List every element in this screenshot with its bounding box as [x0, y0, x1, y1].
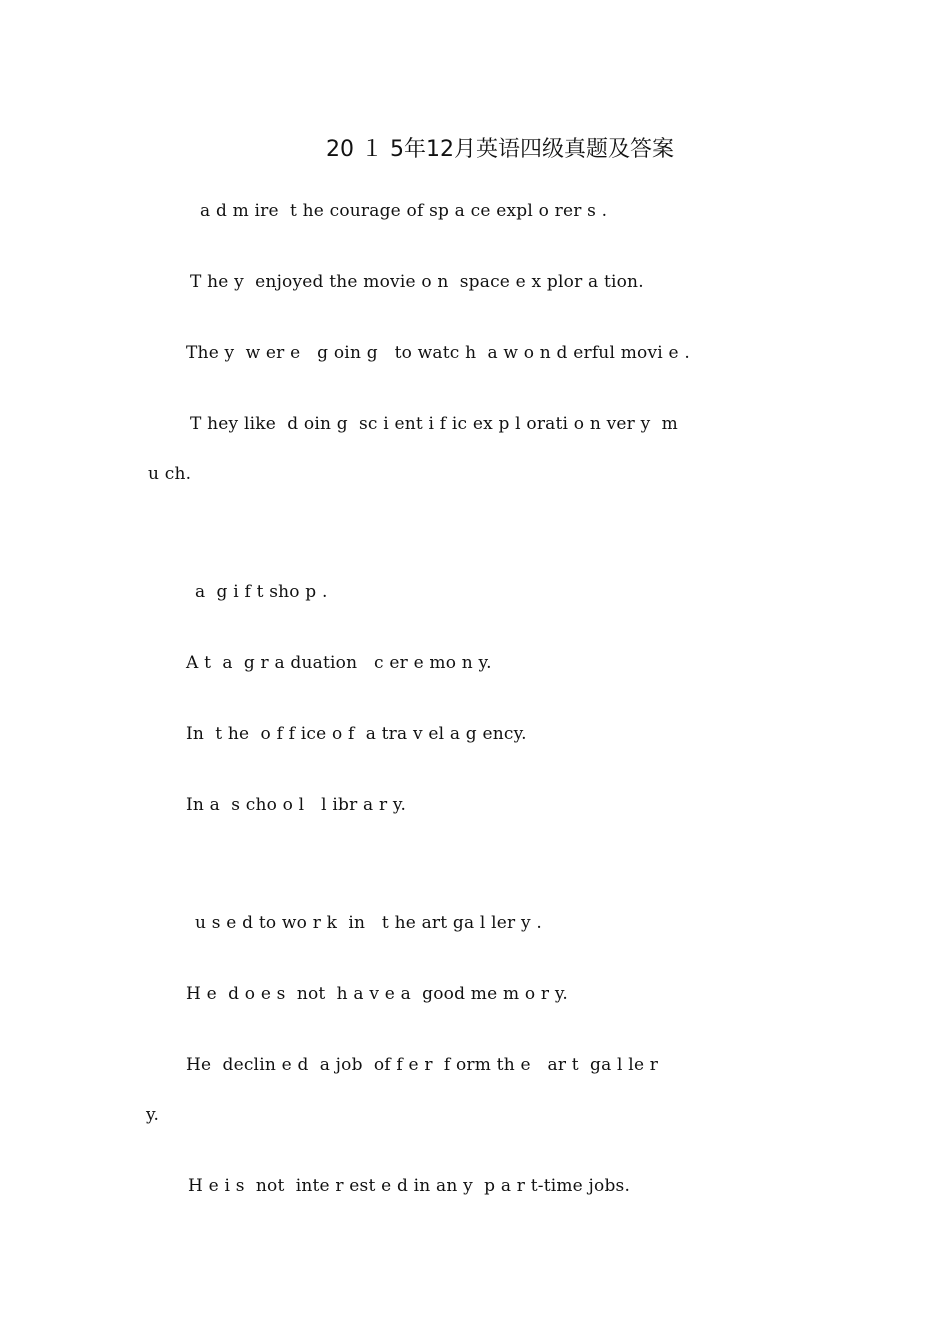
option-text: In t he o f f ice o f a tra v el a g ency.: [186, 724, 527, 744]
option-text: T hey like d oin g sc i ent i f ic ex p l orati o n ver y m: [190, 414, 678, 434]
page-title: 20 １ 5年12月英语四级真题及答案: [326, 137, 674, 162]
option-text: T he y enjoyed the movie o n space e x plor a tion.: [190, 272, 644, 292]
option-text-continued: y.: [146, 1105, 160, 1125]
option-text: H e i s not inte r est e d in an y p a r t-time jobs.: [188, 1176, 631, 1196]
option-text: u s e d to wo r k in t he art ga l ler y .: [195, 913, 542, 933]
option-text: a d m ire t he courage of sp a ce expl o rer s .: [200, 201, 608, 221]
option-text: A t a g r a duation c er e mo n y.: [186, 653, 492, 673]
option-text: The y w er e g oin g to watc h a w o n d erful movi e .: [186, 343, 690, 363]
option-text: H e d o e s not h a v e a good me m o r y.: [186, 984, 569, 1004]
option-text: In a s cho o l l ibr a r y.: [186, 795, 407, 815]
option-text-continued: u ch.: [148, 464, 192, 484]
option-text: He declin e d a job of f e r f orm th e ar t ga l le r: [186, 1055, 659, 1075]
option-text: a g i f t sho p .: [195, 582, 328, 602]
